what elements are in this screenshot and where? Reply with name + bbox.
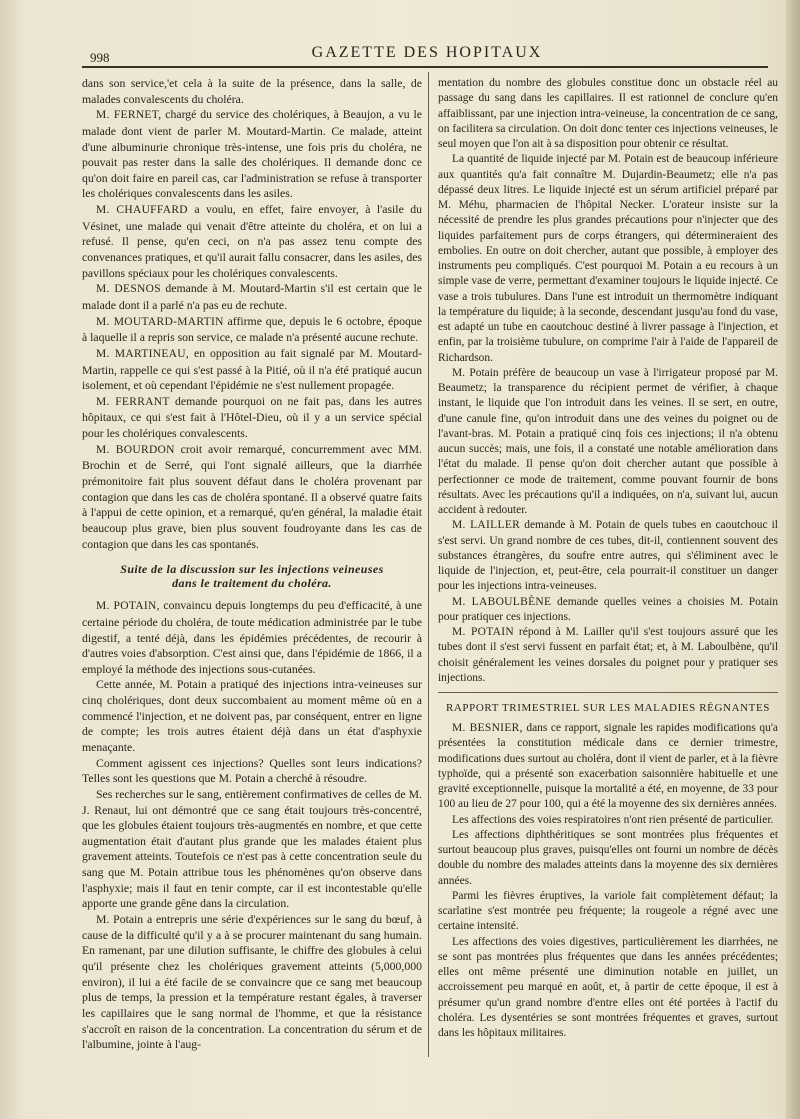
paragraph-text: demande à M. Potain de quels tubes en caoutchouc il s'est servi. Un grand nombre de ces tubes, dit-il, contiennent souvent des substances étrangères, du soufre entre autres, qui s'éliminent avec le liquide de l'injection, et, peut-être, cela pourrait-il constituer un danger pour les injections intra-veineuses.: [438, 519, 778, 593]
paragraph: Ses recherches sur le sang, entièrement confirmatives de celles de M. J. Renaut, lui ont démontré que ce sang était toujours très-concentré, que les globules étaient toujours très-augmentés en nombre, et que cette augmentation était d'autant plus grande que les malades étaient plus gravement atteints. Toutefois ce n'est pas à cette concentration seule du sang que M. Potain attribue tous les phénomènes qu'on observe dans l'asphyxie; mais il faut en tenir compte, car il est incontestable qu'elle apporte une grande gêne dans la circulation.: [82, 787, 422, 911]
right-column: [438, 76, 778, 1041]
speaker-name: M. LAILLER: [452, 519, 521, 532]
speaker-name: M. POTAIN,: [96, 600, 160, 613]
paragraph-text: convaincu depuis longtemps du peu d'efficacité, à une certaine période du choléra, de toute médication administrée par le tube digestif, a tenté déjà, dans les épidémies précédentes, de recourir à d'autres voies d'absorption. C'est ainsi que, dans l'épidémie de 1866, il a employé la méthode des injections sous-cutanées.: [82, 599, 422, 676]
paragraph-text: en opposition au fait signalé par M. Moutard-Martin, rappelle ce qui s'est passé à la Pitié, où il n'a été pratiqué aucun isolement, et où cependant l'épidémie ne s'est nullement propagée.: [82, 346, 422, 393]
paragraph: [82, 314, 422, 346]
page-edge: [786, 0, 800, 1119]
paragraph: M. Potain préfère de beaucoup un vase à l'irrigateur proposé par M. Beaumetz; la transparence du récipient permet de vérifier, à chaque instant, le liquide que l'on introduit dans les veines. Il se sert, en outre, d'une canule fine, qu'on introduit dans une des veines du poignet ou de l'avant-bras. M. Potain a pratiqué cinq fois ces injections; il n'a obtenu aucun succès; mais, une fois, il a constaté une notable amélioration dans l'état du malade. Il pense qu'on doit chercher autant que possible à perfectionner ce mode de traitement, comme pouvant fournir de bons résultats. Avec les précautions qu'il a indiquées, on n'a, suivant lui, aucun accident à redouter.: [438, 366, 778, 516]
paragraph-text: croit avoir remarqué, concurremment avec MM. Brochin et de Serré, qui l'ont signalé ailleurs, que la diarrhée prémonitoire fait plus souvent défaut dans le choléra provenant par contagion que dans les cas de choléra spontané. Il a observé quatre faits à l'appui de cette opinion, et a remarqué, qu'en général, la maladie était beaucoup plus grave, bien plus souvent foudroyante dans les cas de contagion que dans les cas spontanés.: [82, 442, 422, 551]
paragraph-text: affirme que, depuis le 6 octobre, époque à laquelle il a repris son service, ce malade n'a présenté aucune rechute.: [82, 314, 422, 345]
paragraph: [82, 442, 422, 552]
paragraph: Les affections diphthéritiques se sont montrées plus fréquentes et surtout beaucoup plus graves, puisqu'elles ont fourni un nombre de décès double du nombre des malades atteints dans la moyenne des six dernières années.: [438, 828, 778, 887]
paragraph-text: a voulu, en effet, faire envoyer, à l'asile du Vésinet, une malade qui venait d'être atteinte du choléra, et on lui a refusé. Il pense, qu'en ceci, on n'a pas assez tenu compte des convenances pratiques, et qu'il aurait fallu consacrer, dans les asiles, des pavillons spéciaux pour les cholériques convalescents.: [82, 203, 422, 280]
section-separator: [438, 692, 778, 693]
speaker-name: M. MOUTARD-MARTIN: [96, 315, 224, 328]
paragraph: Les affections des voies respiratoires n'ont rien présenté de particulier.: [452, 813, 774, 826]
paragraph: [82, 107, 422, 202]
paragraph: [438, 518, 778, 594]
speaker-name: M. BOURDON: [96, 443, 175, 456]
speaker-name: M. LABOULBÈNE: [452, 595, 552, 608]
paragraph: Parmi les fièvres éruptives, la variole fait complètement défaut; la scarlatine s'est montrée peu fréquente; la rougeole a régné avec une certaine intensité.: [438, 889, 778, 933]
paragraph: [82, 394, 422, 442]
paragraph-text: demande quelles veines a choisies M. Potain pour pratiquer ces injections.: [438, 595, 778, 623]
speaker-name: M. MARTINEAU,: [96, 347, 190, 360]
paragraph-text: chargé du service des cholériques, à Beaujon, a vu le malade dont vient de parler M. Moutard-Martin. Ce malade, atteint d'une albuminurie chronique très-intense, une fois pris du choléra, ne pouvait pas rester dans la salle des cholériques. Il demande donc ce qu'on doit faire en pareil cas, car l'administration se refuse à transporter les cholériques convalescents dans les asiles.: [82, 108, 422, 201]
paragraph: Les affections des voies digestives, particulièrement les diarrhées, ne se sont pas montrées plus fréquentes que dans les années précédentes; elles ont même présenté une diminution notable en juillet, un accroissement peu marqué en août, et, à partir de cette époque, il est à présumer qu'un grand nombre d'entre elles ont été portées à l'actif du choléra. Les dysentéries se sont montrées fréquentes et graves, surtout dans les hôpitaux militaires.: [438, 935, 778, 1039]
column-divider: [428, 72, 429, 1057]
paragraph: M. Potain a entrepris une série d'expériences sur le sang du bœuf, à cause de la difficulté qu'il y a à se procurer maintenant du sang humain. En ramenant, par une dilution suffisante, le chiffre des globules à celui qu'il présente chez les cholériques gravement atteints (5,000,000 environ), il lui a été facile de se convaincre que ce sang met beaucoup plus de temps, la pression et la température restant égales, à traverser les capillaires que le sang normal de l'homme, et que la résistance s'accroît en raison de la concentration. La concentration du sérum et de l'albumine, jointe à l'aug-: [82, 913, 422, 1052]
paragraph: [438, 721, 778, 813]
paragraph-text: répond à M. Lailler qu'il s'est toujours assuré que les tubes dont il s'est servi fussent en parfait état; et, à M. Laboulbène, qu'il choisit généralement les veines dorsales du poignet pour y pratiquer ses injections.: [438, 626, 778, 684]
paragraph: [82, 598, 422, 677]
speaker-name: M. FERRANT: [96, 395, 170, 408]
paragraph-text: demande à M. Moutard-Martin s'il est certain que le malade dont il a parlé n'a pas eu de rechute.: [82, 282, 423, 312]
speaker-name: M. BESNIER,: [452, 722, 523, 734]
paragraph: [82, 281, 422, 313]
section-heading: [82, 562, 422, 590]
journal-title: GAZETTE DES HOPITAUX: [311, 44, 543, 61]
section-heading-line: Suite de la discussion sur les injections veineuses: [120, 562, 384, 577]
section-heading: RAPPORT TRIMESTRIEL SUR LES MALADIES RÉGNANTES: [445, 702, 771, 714]
paragraph: [438, 625, 778, 686]
left-column: [82, 76, 422, 1053]
section-heading-line: dans le traitement du choléra.: [172, 576, 332, 591]
speaker-name: M. DESNOS: [96, 283, 161, 296]
paragraph: Comment agissent ces injections? Quelles sont leurs indications? Telles sont les questions que M. Potain a cherché à résoudre.: [82, 756, 422, 786]
speaker-name: M. FERNET,: [96, 109, 162, 122]
speaker-name: M. CHAUFFARD: [96, 204, 188, 217]
page-number: 998: [90, 50, 110, 65]
paragraph: [438, 595, 778, 626]
paragraph: Cette année, M. Potain a pratiqué des injections intra-veineuses sur cinq cholériques, dont deux succombaient au moment même où en a commencé l'injection, et ne doivent pas, par conséquent, entrer en ligne de compte; les trois autres étaient déjà dans un état d'asphyxie menaçante.: [82, 678, 422, 754]
header-rule: [82, 66, 768, 68]
paragraph-text: demande pourquoi on ne fait pas, dans les autres hôpitaux, ce qui s'est fait à l'Hôtel-Dieu, où il y a un service spécial pour les cholériques convalescents.: [82, 394, 422, 441]
paragraph: mentation du nombre des globules constitue donc un obstacle réel au passage du sang dans les capillaires. Il est rationnel de conclure qu'en affaiblissant, par une injection intra-veineuse, la concentration de ce sang, on facilitera sa circulation. On doit donc tenter ces injections veineuses, le seul moyen que l'on ait à sa disposition pour obtenir ce résultat.: [438, 77, 778, 150]
paragraph: [82, 202, 422, 281]
speaker-name: M. POTAIN: [452, 626, 514, 638]
paragraph-text: dans ce rapport, signale les rapides modifications qu'a présentées la constitution médicale dans ce dernier trimestre, modifications dues surtout au choléra, dont il vient de parler, et à la fièvre typhoïde, qui a présenté son exacerbation saisonnière habituelle et une gravité exceptionnelle, puisque la mortalité a été, en moyenne, de 33 pour 100 au lieu de 27 pour 100, qui a été la moyenne des six dernières années.: [438, 722, 778, 811]
paragraph: La quantité de liquide injecté par M. Potain est de beaucoup inférieure aux quantités qu'a fait connaître M. Dujardin-Beaumetz; elle n'a pas dépassé deux litres. Le liquide injecté est un sérum artificiel préparé par M. Méhu, pharmacien de l'hôpital Necker. L'orateur insiste sur la nécessité de prendre les plus grandes précautions pour n'injecter que des liquides parfaitement purs de corps étrangers, qui détermineraient des embolies. En outre on doit chercher, autant que possible, à employer des instruments peu compliqués. C'est pourquoi M. Potain a eu recours à un simple vase de verre, permettant d'examiner toujours le liquide injecté. Ce vase a trois tubulures. Dans l'une est introduit un thermomètre indiquant la température du liquide; à la seconde, descendant jusqu'au fond du vase, est adapté un tube en caoutchouc destiné à livrer passage à l'injection, et enfin, par la troisième tubulure, on comprime l'air à l'aide de l'appareil de Richardson.: [438, 153, 778, 364]
page-header: [82, 44, 772, 64]
paragraph: [82, 346, 422, 394]
paragraph: dans son service,'et cela à la suite de la présence, dans la salle, de malades convalescents du choléra.: [82, 77, 422, 106]
